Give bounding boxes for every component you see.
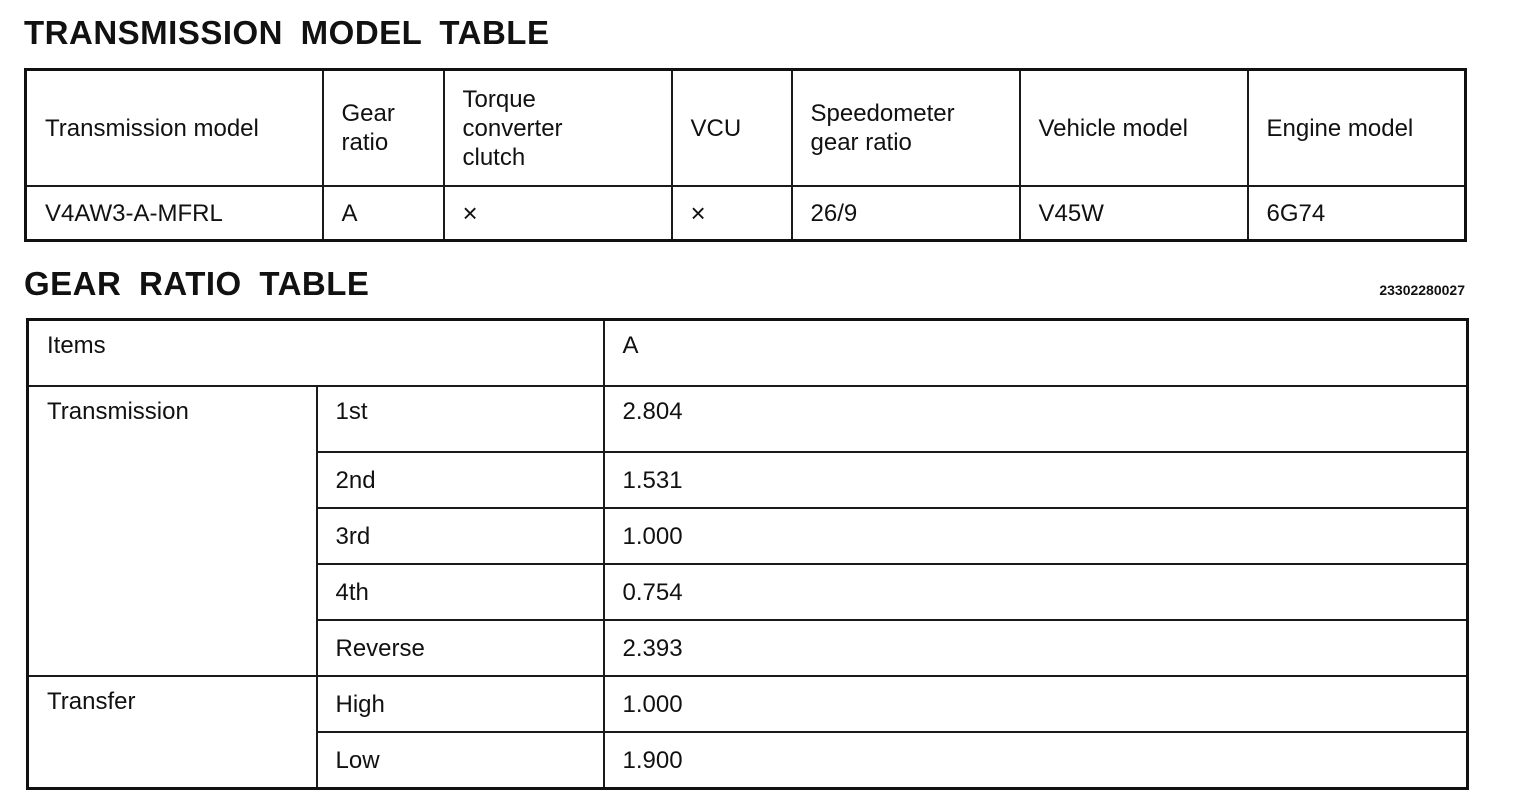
header-a: A — [604, 320, 1468, 387]
cell-transmission-model: V4AW3-A-MFRL — [26, 186, 323, 241]
document-code: 23302280027 — [1379, 282, 1465, 298]
ratio-value: 1.000 — [604, 508, 1468, 564]
table-row — [28, 386, 1468, 452]
group-transfer: Transfer — [28, 676, 317, 789]
cell-torque-converter-clutch: × — [444, 186, 672, 241]
table-row — [26, 186, 1466, 241]
header-gear-ratio: Gear ratio — [323, 70, 444, 187]
ratio-value: 0.754 — [604, 564, 1468, 620]
transmission-model-table — [24, 68, 1467, 242]
cell-vehicle-model: V45W — [1020, 186, 1248, 241]
table-row — [28, 676, 1468, 732]
header-torque-converter-clutch: Torque converter clutch — [444, 70, 672, 187]
cell-speedometer-gear-ratio: 26/9 — [792, 186, 1020, 241]
item-label: 1st — [317, 386, 604, 452]
ratio-value: 2.804 — [604, 386, 1468, 452]
cell-gear-ratio: A — [323, 186, 444, 241]
group-transmission: Transmission — [28, 386, 317, 676]
ratio-value: 1.000 — [604, 676, 1468, 732]
cell-engine-model: 6G74 — [1248, 186, 1466, 241]
cell-vcu: × — [672, 186, 792, 241]
header-vehicle-model: Vehicle model — [1020, 70, 1248, 187]
ratio-value: 1.531 — [604, 452, 1468, 508]
gear-ratio-table — [26, 318, 1469, 790]
header-engine-model: Engine model — [1248, 70, 1466, 187]
transmission-model-table-title: TRANSMISSION MODEL TABLE — [24, 14, 550, 51]
item-label: Low — [317, 732, 604, 789]
header-speedometer-gear-ratio: Speedometer gear ratio — [792, 70, 1020, 187]
table-header-row — [26, 70, 1466, 187]
item-label: 4th — [317, 564, 604, 620]
gear-ratio-table-title: GEAR RATIO TABLE — [24, 265, 370, 302]
item-label: 2nd — [317, 452, 604, 508]
item-label: 3rd — [317, 508, 604, 564]
header-items: Items — [28, 320, 604, 387]
ratio-value: 1.900 — [604, 732, 1468, 789]
ratio-value: 2.393 — [604, 620, 1468, 676]
item-label: High — [317, 676, 604, 732]
header-transmission-model: Transmission model — [26, 70, 323, 187]
table-header-row — [28, 320, 1468, 387]
item-label: Reverse — [317, 620, 604, 676]
header-vcu: VCU — [672, 70, 792, 187]
